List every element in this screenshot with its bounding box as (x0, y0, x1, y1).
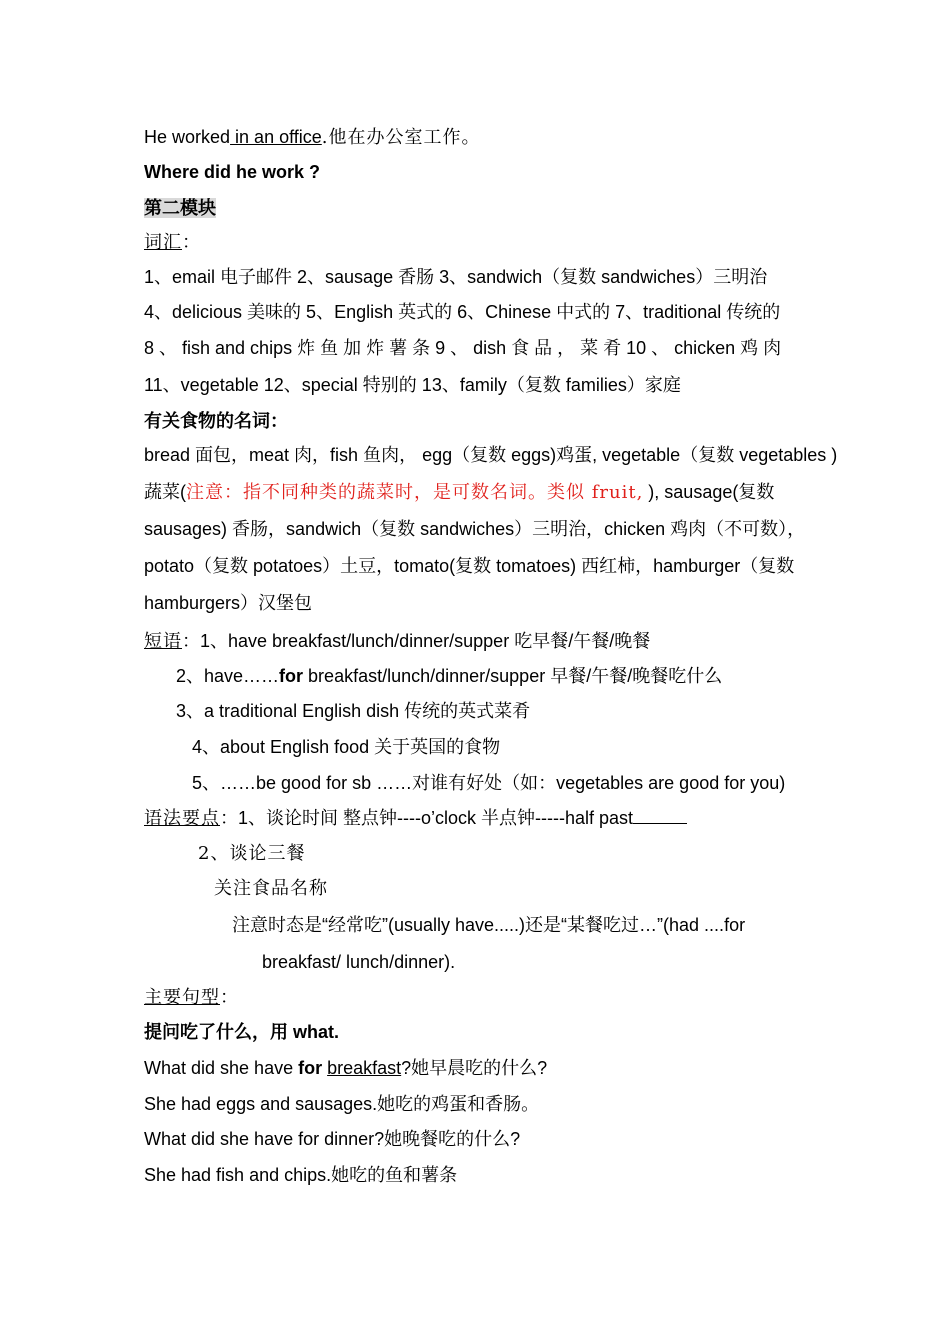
example-question-1 (144, 1056, 850, 1080)
grammar-subpoint: 关注食品名称 (214, 878, 328, 899)
phrase-part: 2、have…… (176, 666, 280, 686)
grammar-heading (144, 806, 850, 831)
grammar-point-2: 2、谈论三餐 (198, 843, 306, 864)
module-heading (144, 196, 850, 220)
phrase-2 (176, 664, 850, 688)
bold-word: for (298, 1058, 323, 1078)
vocab-line-4: 11、vegetable 12、special 特别的 13、family（复数 families）家庭 (144, 375, 681, 395)
phrase-5: 5、……be good for sb ……对谁有好处（如：vegetables are good for you) (192, 773, 786, 793)
note-text: 注意：指不同种类的蔬菜时，是可数名词。类似 fruit, (186, 482, 644, 503)
sentence-part: ?她早晨吃的什么? (401, 1058, 548, 1078)
sentence-pattern-heading (144, 986, 850, 1010)
section-label: 语法要点 (144, 808, 220, 829)
module-title: 第二模块 (144, 198, 216, 218)
vocab-heading (144, 231, 850, 255)
example-question-2: What did she have for dinner?她晚餐吃的什么? (144, 1129, 521, 1149)
grammar-point-1: ：1、谈论时间 整点钟----o’clock 半点钟-----half past (220, 808, 634, 828)
colon: ： (220, 987, 239, 1008)
colon: ： (182, 232, 201, 253)
food-nouns-heading: 有关食物的名词： (144, 411, 288, 431)
question-sentence: Where did he work ? (144, 162, 321, 182)
translation: .他在办公室工作。 (321, 127, 481, 148)
phrase-part: breakfast/lunch/dinner/supper 早餐/午餐/晚餐吃什么 (303, 666, 723, 686)
fill-blank (633, 807, 687, 824)
section-label: 主要句型 (144, 987, 220, 1008)
pattern-intro: 提问吃了什么，用 what. (144, 1022, 340, 1042)
phrase-3: 3、a traditional English dish 传统的英式菜肴 (176, 701, 531, 721)
tense-note-continued: breakfast/ lunch/dinner). (262, 952, 456, 972)
phrase-heading (144, 629, 850, 654)
sentence-part: What did she have (144, 1058, 299, 1078)
vocab-line-2: 4、delicious 美味的 5、English 英式的 6、Chinese 中式的 7、traditional 传统的 (144, 302, 781, 322)
section-label: 词汇 (144, 232, 182, 253)
paragraph-text: ), sausage(复数 sausages) 香肠，sandwich（复数 sandwiches）三明治，chicken 鸡肉（不可数），potato（复数 potatoes）土豆，tomato(复数 tomatoes) 西红柿，hamburger（复数 hamburgers）汉堡包 (144, 482, 806, 613)
example-answer-2: She had fish and chips.她吃的鱼和薯条 (144, 1165, 458, 1185)
vocab-line-3: 8 、 fish and chips 炸 鱼 加 炸 薯 条 9 、 dish 食 品 ， 菜 肴 10 、 chicken 鸡 肉 (144, 338, 782, 358)
example-answer-1: She had eggs and sausages.她吃的鸡蛋和香肠。 (144, 1094, 540, 1114)
tense-note: 注意时态是“经常吃”(usually have.....)还是“某餐吃过…”(had ....for (232, 915, 746, 935)
section-label: 短语 (144, 631, 182, 652)
underlined-word: breakfast (327, 1058, 402, 1078)
paragraph-text: bread 面包，meat 肉，fish 鱼肉， egg（复数 eggs)鸡蛋, vegetable（复数 vegetables )蔬菜( (144, 445, 838, 502)
sentence-part: He worked (144, 127, 231, 147)
bold-word: for (279, 666, 304, 686)
phrase-4: 4、about English food 关于英国的食物 (192, 737, 501, 757)
underlined-phrase: in an office (230, 127, 322, 147)
phrase-1: ：1、have breakfast/lunch/dinner/supper 吃早餐/午餐/晚餐 (182, 631, 651, 651)
example-sentence (144, 125, 850, 150)
food-nouns-paragraph (144, 437, 850, 622)
vocab-line-1: 1、email 电子邮件 2、sausage 香肠 3、sandwich（复数 sandwiches）三明治 (144, 267, 768, 287)
